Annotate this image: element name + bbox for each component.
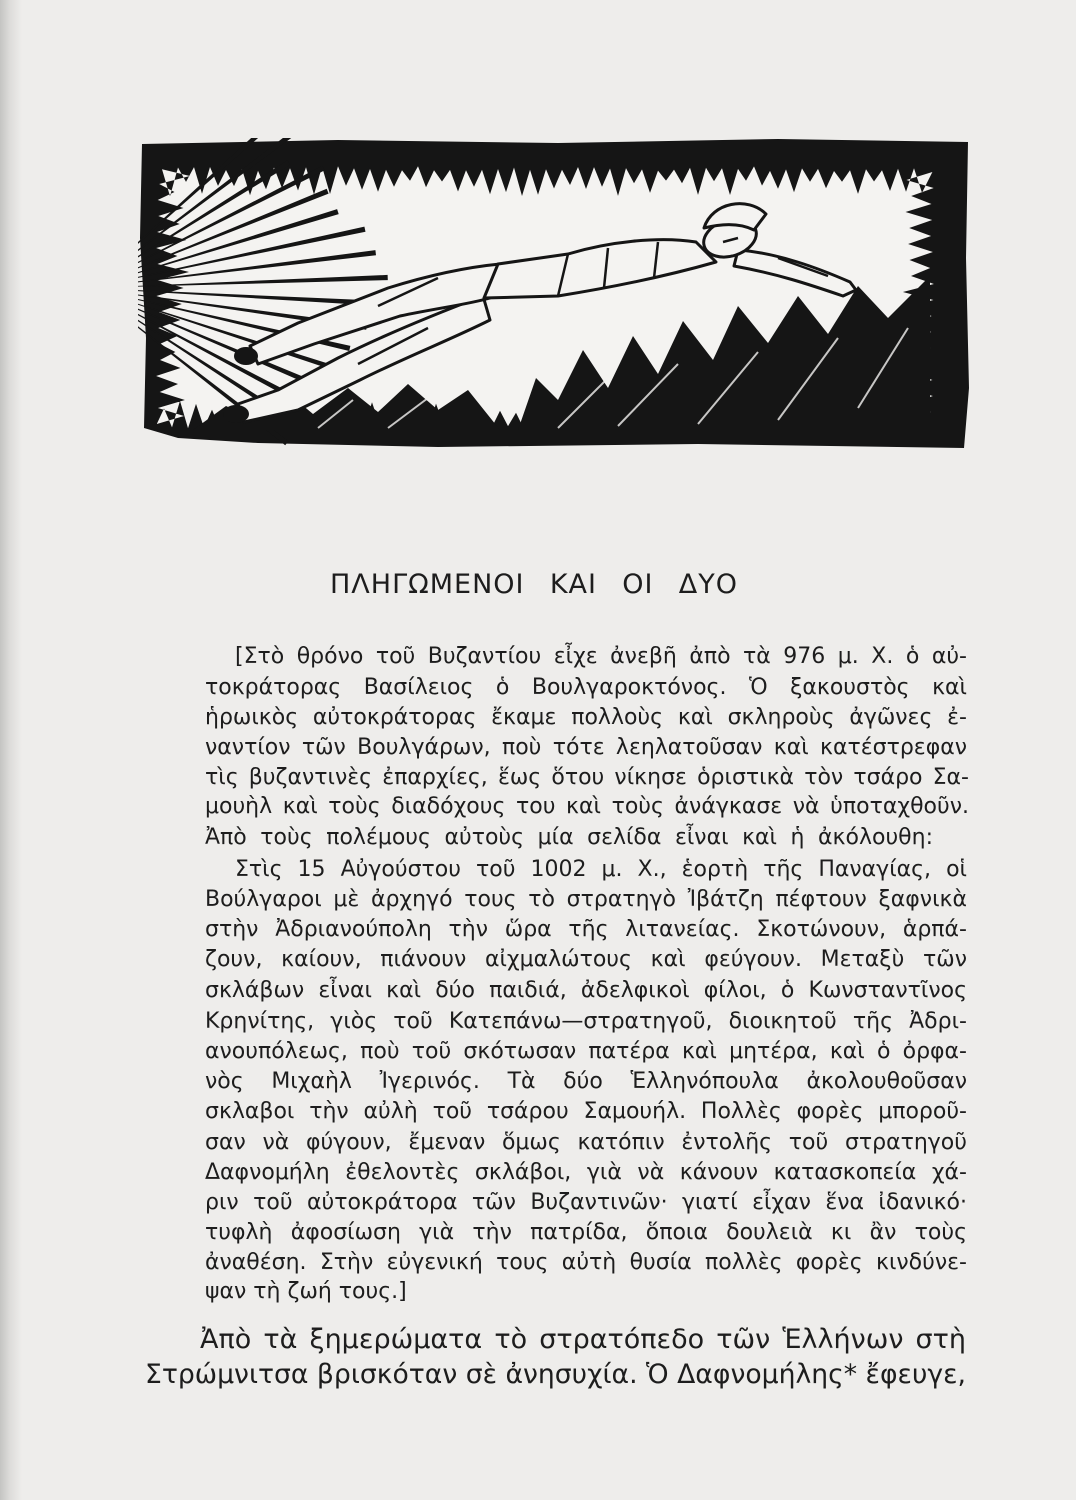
chapter-title: ΠΛΗΓΩΜΕΝΟΙ ΚΑΙ ΟΙ ΔΥΟ	[330, 569, 738, 600]
intro-line: νὸς Μιχαὴλ Ἰγερινός. Τὰ δύο Ἑλληνόπουλα ἀκολουθοῦσαν	[205, 1069, 967, 1094]
intro-line: Στὶς 15 Αὐγούστου τοῦ 1002 μ. Χ., ἑορτὴ τῆς Παναγίας, οἱ	[235, 857, 967, 882]
intro-line: ανουπόλεως, ποὺ τοῦ σκότωσαν πατέρα καὶ μητέρα, καὶ ὁ ὀρφα-	[205, 1039, 967, 1064]
intro-line: σκλαβοι τὴν αὐλὴ τοῦ τσάρου Σαμουήλ. Πολλὲς φορὲς μποροῦ-	[205, 1099, 967, 1124]
boot-back	[223, 405, 249, 423]
intro-line: Δαφνομήλη ἐθελοντὲς σκλάβοι, γιὰ νὰ κάνουν κατασκοπεία χά-	[205, 1160, 967, 1185]
woodcut-illustration	[138, 138, 970, 450]
body-line: Στρώμνιτσα βρισκόταν σὲ ἀνησυχία. Ὁ Δαφνομήλης* ἔφευγε,	[145, 1359, 966, 1390]
body-line: Ἀπὸ τὰ ξημερώματα τὸ στρατόπεδο τῶν Ἑλλήνων στὴ	[200, 1324, 966, 1355]
intro-line: ψαν τὴ ζωή τους.]	[205, 1279, 407, 1304]
intro-line: Βούλγαροι μὲ ἀρχηγό τους τὸ στρατηγὸ Ἰβάτζη πέφτουν ξαφνικὰ	[205, 887, 967, 912]
intro-line: Κρηνίτης, γιὸς τοῦ Κατεπάνω—στρατηγοῦ, διοικητοῦ τῆς Ἀδρι-	[205, 1009, 967, 1034]
intro-line: μουὴλ καὶ τοὺς διαδόχους του καὶ τοὺς ἀνάγκασε νὰ ὑποταχθοῦν.	[205, 794, 969, 819]
intro-line: ἡρωικὸς αὐτοκράτορας ἔκαμε πολλοὺς καὶ σκληροὺς ἀγῶνες ἐ-	[205, 705, 967, 730]
intro-line: ριν τοῦ αὐτοκράτορα τῶν Βυζαντινῶν· γιατί εἶχαν ἕνα ἰδανικό·	[205, 1190, 967, 1215]
boot-front	[234, 347, 258, 365]
intro-line: τὶς βυζαντινὲς ἐπαρχίες, ἕως ὅτου νίκησε ὁριστικὰ τὸν τσάρο Σα-	[205, 765, 969, 790]
intro-line: σαν νὰ φύγουν, ἔμεναν ὅμως κατόπιν ἐντολῆς τοῦ στρατηγοῦ	[205, 1130, 967, 1155]
intro-line: τοκράτορας Βασίλειος ὁ Βουλγαροκτόνος. Ὁ ξακουστὸς καὶ	[205, 675, 967, 700]
intro-line: στὴν Ἀδριανούπολη τὴν ὥρα τῆς λιτανείας. Σκοτώνουν, ἁρπά-	[205, 917, 967, 942]
intro-line: [Στὸ θρόνο τοῦ Βυζαντίου εἶχε ἀνεβῆ ἀπὸ τὰ 976 μ. Χ. ὁ αὐ-	[235, 644, 967, 669]
intro-line: Ἀπὸ τοὺς πολέμους αὐτοὺς μία σελίδα εἶναι καὶ ἡ ἀκόλουθη:	[205, 825, 933, 850]
intro-line: ναντίον τῶν Βουλγάρων, ποὺ τότε λεηλατοῦσαν καὶ κατέστρεφαν	[205, 735, 967, 760]
intro-line: ζουν, καίουν, πιάνουν αἰχμαλώτους καὶ φεύγουν. Μεταξὺ τῶν	[205, 947, 967, 972]
intro-line: τυφλὴ ἀφοσίωση γιὰ τὴν πατρίδα, ὅποια δουλειὰ κι ἂν τοὺς	[205, 1220, 967, 1245]
intro-line: σκλάβων εἶναι καὶ δύο παιδιά, ἀδελφικοὶ φίλοι, ὁ Κωνσταντῖνος	[205, 978, 967, 1003]
page-edge-shadow	[0, 0, 22, 1500]
intro-line: ἀναθέση. Στὴν εὐγενική τους αὐτὴ θυσία πολλὲς φορὲς κινδύνε-	[205, 1250, 967, 1275]
